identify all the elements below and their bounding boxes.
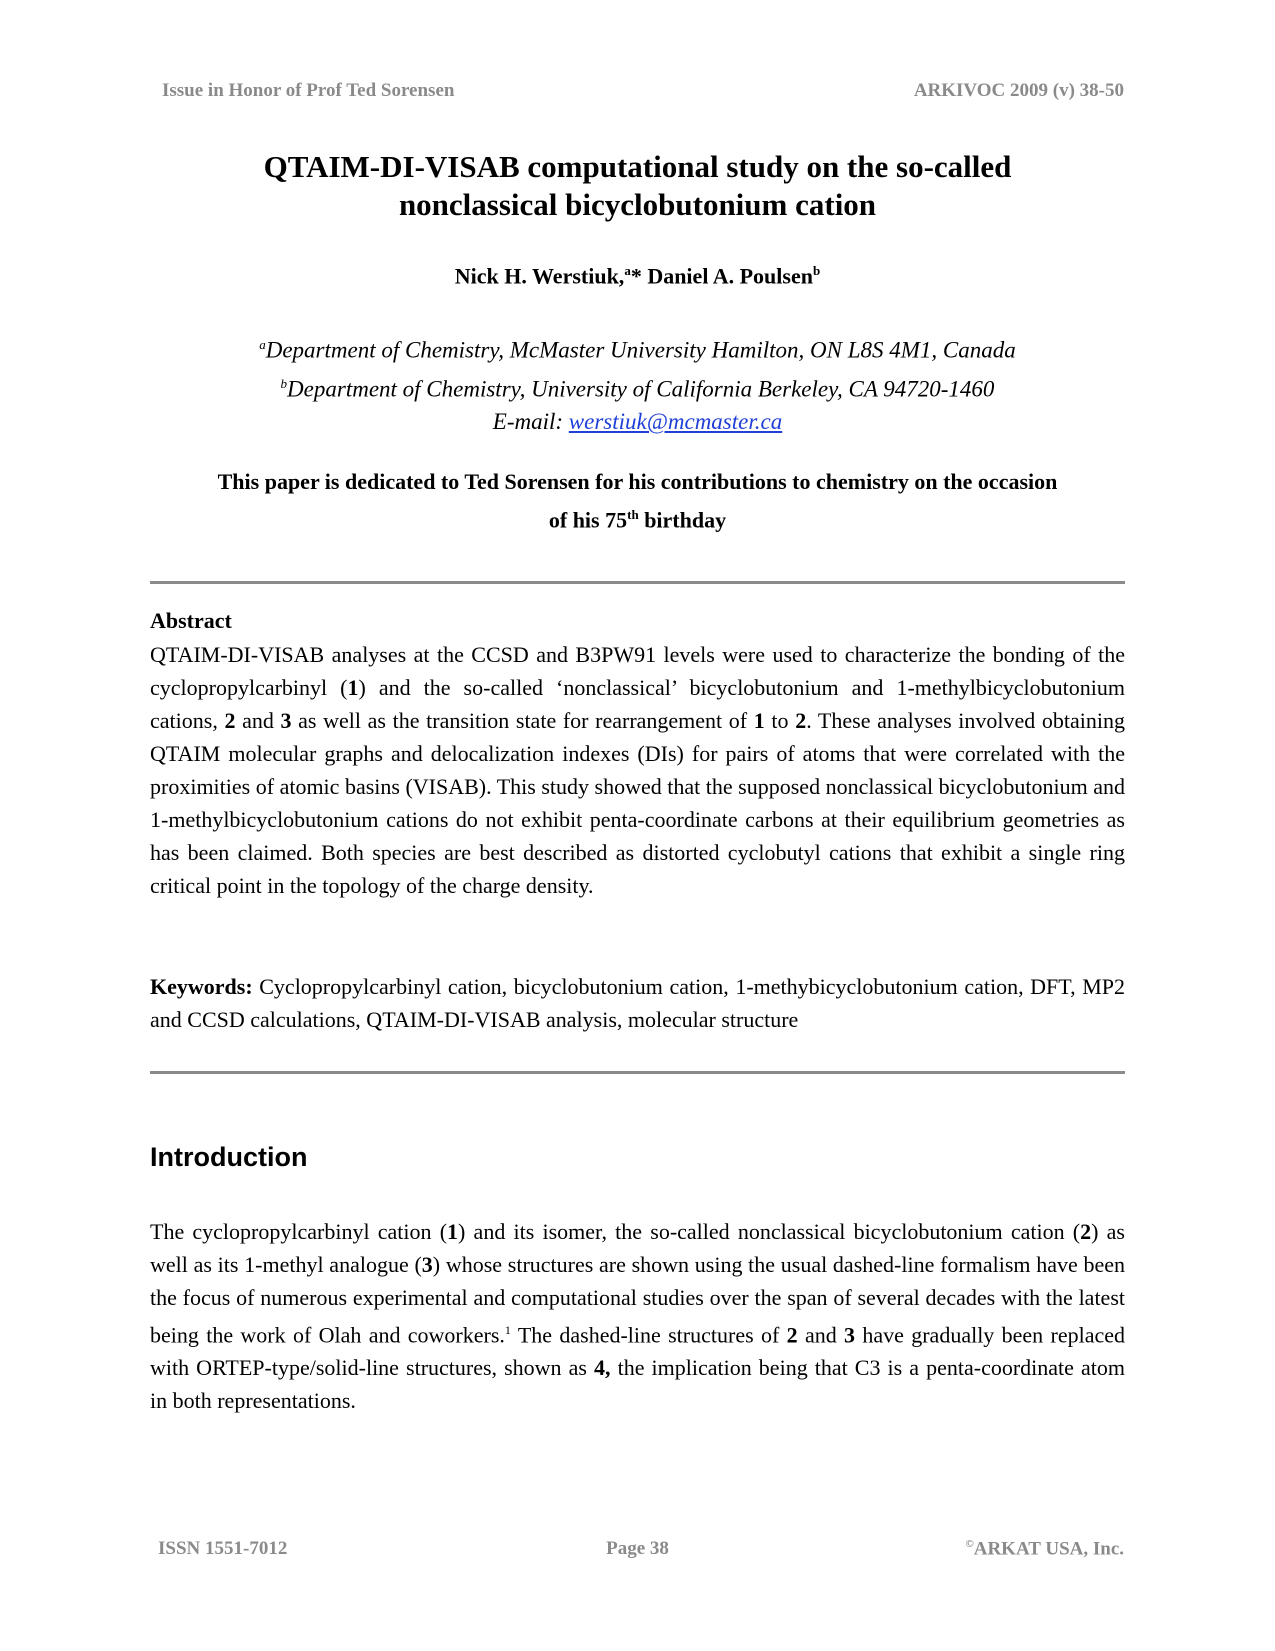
abstract-heading: Abstract (150, 608, 232, 633)
author-2: Daniel A. Poulsen (647, 263, 813, 289)
title-line-1: QTAIM-DI-VISAB computational study on the so-called (263, 149, 1012, 184)
keywords-text: Cyclopropylcarbinyl cation, bicyclobutonium cation, 1-methybicyclobutonium cation, DFT, MP2 and CCSD calculations, QTAIM-DI-VISAB analysis, molecular structure (150, 974, 1125, 1032)
dedication (150, 465, 1125, 536)
dedication-text-end: birthday (644, 507, 727, 533)
affiliation-b-text: Department of Chemistry, University of California Berkeley, CA 94720-1460 (287, 376, 995, 402)
abstract-text: QTAIM-DI-VISAB analyses at the CCSD and B3PW91 levels were used to characterize the bonding of the cyclopropylcarbinyl (1) and the so-called ‘nonclassical’ bicyclobutonium and 1-methylbicyclobutonium cations, 2 and 3 as well as the transition state for rearrangement of 1 to 2. These analyses involved obtaining QTAIM molecular graphs and delocalization indexes (DIs) for pairs of atoms that were correlated with the proximities of atomic basins (VISAB). This study showed that the supposed nonclassical bicyclobutonium and 1-methylbicyclobutonium cations do not exhibit penta-coordinate carbons at their equilibrium geometries as has been claimed. Both species are best described as distorted cyclobutyl cations that exhibit a single ring critical point in the topology of the charge density. (150, 642, 1126, 898)
keywords-label: Keywords: (150, 974, 253, 999)
email-line (150, 405, 1125, 438)
running-header-left: Issue in Honor of Prof Ted Sorensen (162, 80, 455, 101)
footer-page-number: Page 38 (606, 1538, 669, 1559)
affiliation-b (150, 367, 1125, 406)
introduction-text: The cyclopropylcarbinyl cation (1) and its isomer, the so-called nonclassical bicyclobutonium cation (2) as well as its 1-methyl analogue (3) whose structures are shown using the usual dashed-line formalism have been the focus of numerous experimental and computational studies over the span of several decades with the latest being the work of Olah and coworkers.$^1$ The dashed-line structures of 2 and 3 have gradually been replaced with ORTEP-type/solid-line structures, shown as 4, the implication being that C3 is a penta-coordinate atom in both representations. (150, 1219, 1125, 1414)
corresponding-mark: * (630, 263, 642, 289)
affiliation-a (150, 328, 1125, 367)
keywords (150, 970, 1125, 1036)
dedication-text: of his 75 (548, 507, 628, 533)
divider-bottom (150, 1071, 1125, 1074)
author-2-affil-mark: b (812, 263, 821, 278)
title-line-2: nonclassical bicyclobutonium cation (398, 187, 877, 222)
footer-publisher (966, 1538, 1124, 1560)
publisher-name: ARKAT USA, Inc. (973, 1538, 1124, 1560)
email-link[interactable]: werstiuk@mcmaster.ca (568, 409, 783, 435)
author-1-affil-mark: a (624, 263, 631, 278)
author-1: Nick H. Werstiuk, (454, 263, 625, 289)
affiliation-a-mark: a (259, 337, 266, 352)
affiliations (150, 328, 1125, 438)
divider-top (150, 581, 1125, 584)
affiliation-a-text: Department of Chemistry, McMaster University Hamilton, ON L8S 4M1, Canada (265, 337, 1016, 363)
author-list (150, 263, 1125, 289)
running-header-right: ARKIVOC 2009 (v) 38-50 (913, 80, 1124, 101)
dedication-line-2 (150, 498, 1125, 536)
copyright-mark: © (965, 1538, 974, 1550)
paper-title (150, 148, 1125, 224)
dedication-line-1: This paper is dedicated to Ted Sorensen for his contributions to chemistry on the occasion (217, 469, 1058, 494)
email-label: E-mail: (492, 409, 564, 435)
footer-issn: ISSN 1551-7012 (158, 1538, 288, 1559)
reference-mark[interactable]: 1 (504, 1323, 511, 1337)
affiliation-b-mark: b (280, 375, 288, 391)
introduction-heading: Introduction (150, 1142, 308, 1172)
dedication-sup: th (627, 507, 639, 522)
